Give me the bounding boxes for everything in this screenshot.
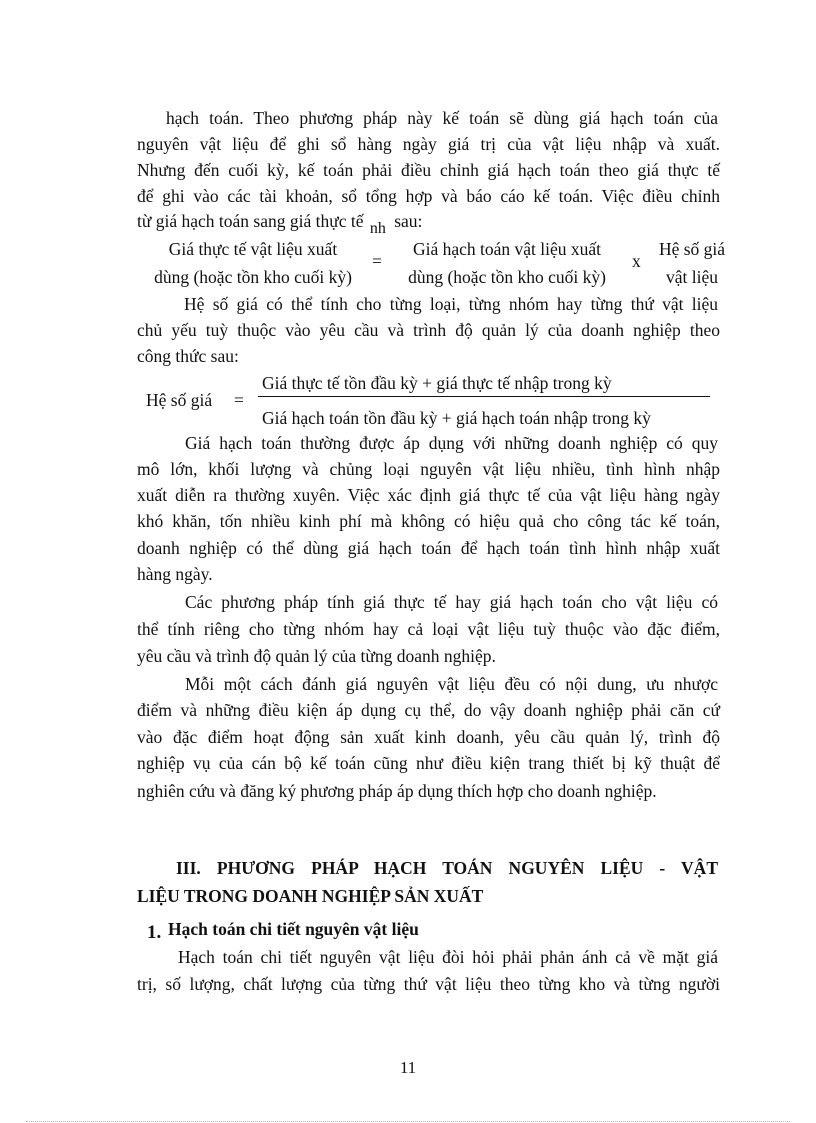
paragraph-line: khó khăn, tốn nhiều kinh phí mà không có hiệu quả cho công tác kế toán, bbox=[137, 511, 720, 531]
paragraph-line: Giá hạch toán thường được áp dụng với những doanh nghiệp có quy bbox=[185, 433, 718, 453]
paragraph-text: từ giá hạch toán sang giá thực tế bbox=[137, 211, 364, 231]
section-heading: III. PHƯƠNG PHÁP HẠCH TOÁN NGUYÊN LIỆU - VẬT bbox=[176, 858, 718, 878]
paragraph-line: Mỗi một cách đánh giá nguyên vật liệu đều có nội dung, ưu nhược bbox=[185, 674, 718, 694]
formula-lhs-bottom: dùng (hoặc tồn kho cuối kỳ) bbox=[154, 267, 352, 287]
paragraph-line: xuất diễn ra thường xuyên. Việc xác định giá thực tế của vật liệu hàng ngày bbox=[137, 485, 720, 505]
formula-rhs-top: Hệ số giá bbox=[658, 239, 726, 259]
paragraph-line: điểm và những điều kiện áp dụng cụ thể, do vậy doanh nghiệp phải căn cứ bbox=[137, 700, 720, 720]
paragraph-line: nghiên cứu và đăng ký phương pháp áp dụng thích hợp cho doanh nghiệp. bbox=[137, 781, 657, 801]
paragraph-line: trị, số lượng, chất lượng của từng thứ vật liệu theo từng kho và từng người bbox=[137, 974, 720, 994]
fraction-bar bbox=[258, 396, 710, 397]
formula-lhs-top: Giá thực tế vật liệu xuất bbox=[168, 239, 338, 259]
paragraph-line: yêu cầu và trình độ quản lý của từng doanh nghiệp. bbox=[137, 646, 496, 666]
paragraph-line: mô lớn, khối lượng và chủng loại nguyên vật liệu nhiều, tình hình nhập bbox=[137, 459, 720, 479]
paragraph-line: vào đặc điểm hoạt động sản xuất kinh doanh, yêu cầu quản lý, trình độ bbox=[137, 727, 720, 747]
formula-times: x bbox=[632, 251, 641, 271]
paragraph-line: Nhưng đến cuối kỳ, kế toán phải điều chỉnh giá hạch toán theo giá thực tế bbox=[137, 160, 720, 180]
paragraph-line: Hệ số giá có thể tính cho từng loại, từng nhóm hay từng thứ vật liệu bbox=[184, 294, 718, 314]
formula-middle-bottom: dùng (hoặc tồn kho cuối kỳ) bbox=[408, 267, 606, 287]
paragraph-line: Các phương pháp tính giá thực tế hay giá hạch toán cho vật liệu có bbox=[185, 592, 718, 612]
paragraph-line: Hạch toán chi tiết nguyên vật liệu đòi hỏi phải phản ánh cả về mặt giá bbox=[178, 947, 718, 967]
subsection-number: 1. bbox=[147, 922, 162, 943]
fraction-denominator: Giá hạch toán tồn đầu kỳ + giá hạch toán nhập trong kỳ bbox=[262, 408, 651, 428]
subsection-title: Hạch toán chi tiết nguyên vật liệu bbox=[168, 919, 419, 939]
paragraph-line: công thức sau: bbox=[137, 346, 239, 366]
paragraph-line: hàng ngày. bbox=[137, 564, 213, 584]
paragraph-line: hạch toán. Theo phương pháp này kế toán sẽ dùng giá hạch toán của bbox=[166, 108, 718, 128]
paragraph-line: nghiệp vụ của cán bộ kế toán cũng như điều kiện trang thiết bị kỹ thuật để bbox=[137, 753, 720, 773]
paragraph-line: chủ yếu tuỳ thuộc vào yêu cầu và trình độ quản lý của doanh nghiệp theo bbox=[137, 320, 720, 340]
paragraph-line: để ghi vào các tài khoản, sổ tổng hợp và báo cáo kế toán. Việc điều chỉnh bbox=[137, 186, 720, 206]
section-heading: LIỆU TRONG DOANH NGHIỆP SẢN XUẤT bbox=[137, 886, 484, 906]
paragraph-last-line bbox=[137, 210, 423, 237]
paragraph-line: nguyên vật liệu để ghi sổ hàng ngày giá trị của vật liệu nhập và xuất. bbox=[137, 134, 720, 154]
formula-label: Hệ số giá bbox=[146, 390, 213, 410]
formula-equals: = bbox=[372, 251, 382, 271]
subscript-text: nh bbox=[369, 220, 386, 237]
formula-equals: = bbox=[234, 390, 244, 410]
paragraph-line: thể tính riêng cho từng nhóm hay cả loại vật liệu tuỳ thuộc vào đặc điểm, bbox=[137, 619, 720, 639]
page-bottom-border bbox=[26, 1121, 790, 1122]
formula-middle-top: Giá hạch toán vật liệu xuất bbox=[412, 239, 602, 259]
fraction-numerator: Giá thực tế tồn đầu kỳ + giá thực tế nhập trong kỳ bbox=[262, 373, 612, 393]
paragraph-line: doanh nghiệp có thể dùng giá hạch toán để hạch toán tình hình nhập xuất bbox=[137, 538, 720, 558]
page-number: 11 bbox=[399, 1058, 417, 1077]
paragraph-text: sau: bbox=[394, 211, 423, 231]
formula-rhs-bottom: vật liệu bbox=[666, 267, 718, 287]
